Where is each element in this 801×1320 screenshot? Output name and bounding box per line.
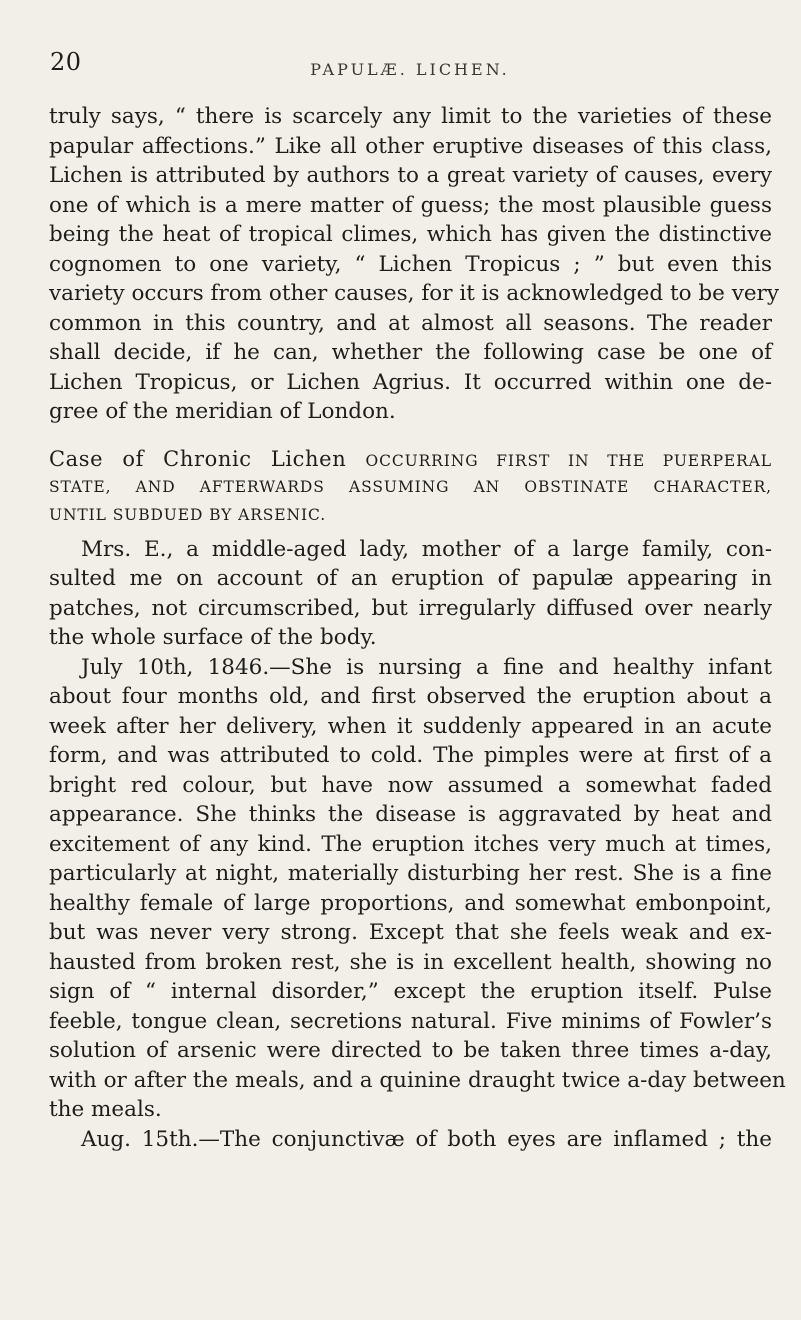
running-title: PAPULÆ. LICHEN. xyxy=(310,60,510,79)
text-line: week after her delivery, when it suddenly appeared in an acute xyxy=(49,713,772,739)
text-line: sulted me on account of an eruption of papulæ appearing in xyxy=(49,566,772,591)
text-line: sign of “ internal disorder,” except the eruption itself. Pulse xyxy=(49,979,772,1004)
text-line: Mrs. E., a middle-aged lady, mother of a large family, con- xyxy=(81,536,772,562)
text-line: cognomen to one variety, “ Lichen Tropicus ; ” but even this xyxy=(49,251,772,277)
page-number: 20 xyxy=(50,48,82,76)
text-line: healthy female of large proportions, and somewhat embonpoint, xyxy=(49,890,772,916)
text-line: solution of arsenic were directed to be taken three times a-day, xyxy=(49,1038,772,1063)
text-line: truly says, “ there is scarcely any limit to the varieties of these xyxy=(49,104,772,129)
paragraph-lichen-causes xyxy=(49,102,779,427)
text-line: but was never very strong. Except that she feels weak and ex- xyxy=(49,920,772,945)
text-line: Lichen is attributed by authors to a great variety of causes, every xyxy=(49,163,772,188)
case-heading-lead: Case of Chronic Lichen xyxy=(49,446,347,471)
paragraph-case-intro xyxy=(49,535,772,653)
text-line: gree of the meridian of London. xyxy=(49,399,396,424)
text-line: excitement of any kind. The eruption itches very much at times, xyxy=(49,831,772,857)
body-text xyxy=(49,102,786,1154)
text-line: Lichen Tropicus, or Lichen Agrius. It occurred within one de- xyxy=(49,369,772,395)
text-line: the meals. xyxy=(49,1097,162,1122)
running-head xyxy=(50,48,770,88)
paragraph-august-entry xyxy=(49,1125,772,1155)
text-line: feeble, tongue clean, secretions natural. Five minims of Fowler’s xyxy=(49,1008,772,1034)
text-line: one of which is a mere matter of guess; the most plausible guess xyxy=(49,192,772,218)
case-heading-line xyxy=(49,445,772,473)
text-line: variety occurs from other causes, for it is acknowledged to be very xyxy=(49,281,779,306)
case-heading xyxy=(49,445,772,529)
text-line: with or after the meals, and a quinine draught twice a-day between xyxy=(49,1067,786,1093)
text-line: patches, not circumscribed, but irregularly diffused over nearly xyxy=(49,595,772,621)
text-line: form, and was attributed to cold. The pimples were at first of a xyxy=(49,743,772,768)
text-line: being the heat of tropical climes, which has given the distinctive xyxy=(49,222,772,247)
text-line: bright red colour, but have now assumed a somewhat faded xyxy=(49,772,772,798)
text-line: papular affections.” Like all other eruptive diseases of this class, xyxy=(49,133,772,159)
text-line: about four months old, and first observed the eruption about a xyxy=(49,684,772,709)
paragraph-july-entry xyxy=(49,653,786,1125)
text-line: the whole surface of the body. xyxy=(49,625,377,650)
text-line: Aug. 15th.—The conjunctivæ of both eyes are inflamed ; the xyxy=(81,1126,772,1152)
text-line: appearance. She thinks the disease is aggravated by heat and xyxy=(49,802,772,827)
text-line: July 10th, 1846.—She is nursing a fine and healthy infant xyxy=(81,654,772,680)
case-heading-line: STATE, AND AFTERWARDS ASSUMING AN OBSTINATE CHARACTER, xyxy=(49,477,772,496)
text-line: hausted from broken rest, she is in excellent health, showing no xyxy=(49,949,772,975)
text-line: shall decide, if he can, whether the following case be one of xyxy=(49,340,772,365)
text-line: common in this country, and at almost all seasons. The reader xyxy=(49,310,772,336)
text-line: particularly at night, materially disturbing her rest. She is a fine xyxy=(49,861,772,886)
case-heading-smallcaps: OCCURRING FIRST IN THE PUERPERAL xyxy=(365,451,772,470)
case-heading-line: UNTIL SUBDUED BY ARSENIC. xyxy=(49,505,327,524)
